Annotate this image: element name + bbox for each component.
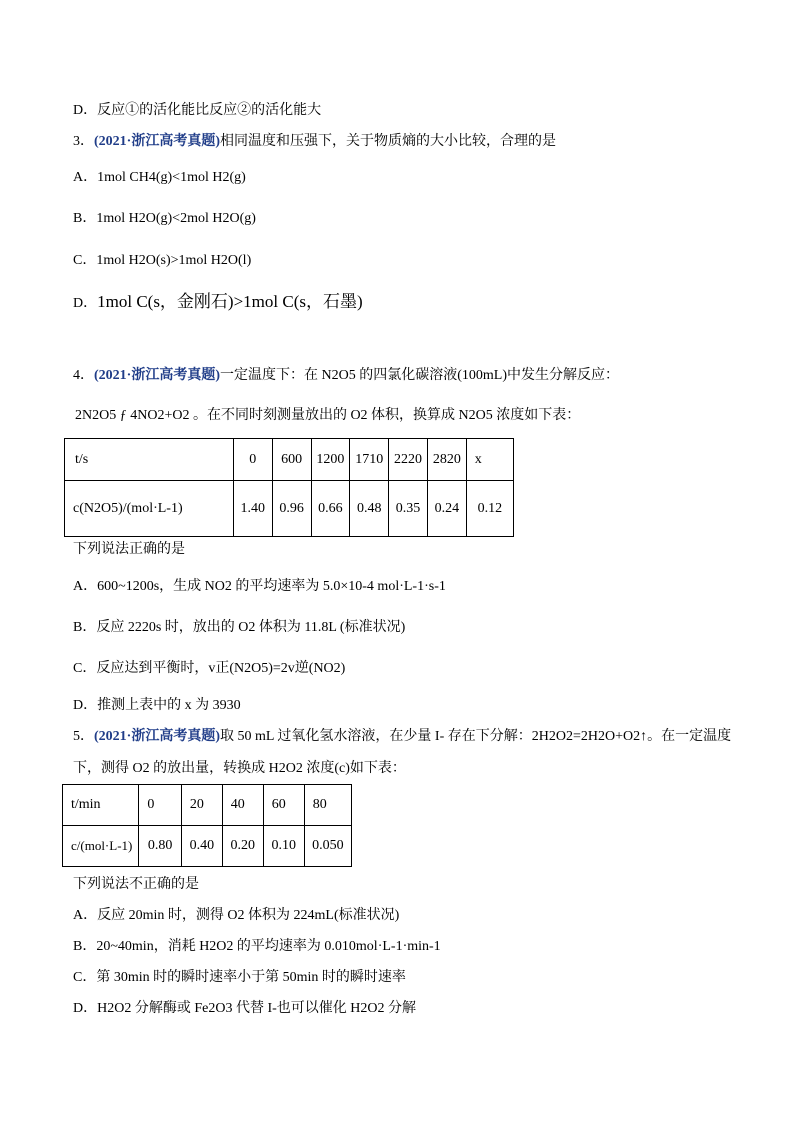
question-source: (2021·浙江高考真题): [94, 368, 220, 383]
option-text: 反应①的活化能比反应②的活化能大: [97, 103, 322, 118]
table-cell: 1200: [311, 439, 350, 481]
question-prompt: 下列说法正确的是: [73, 542, 185, 557]
q4-option-b: [73, 618, 405, 638]
table-cell: 2220: [389, 439, 428, 481]
option-text: 1mol H2O(g)<2mol H2O(g): [96, 211, 256, 226]
table-cell: 40: [222, 785, 263, 826]
option-text: 1mol H2O(s)>1mol H2O(l): [96, 253, 252, 268]
table-row: [63, 826, 352, 867]
q5-option-c: [73, 968, 406, 988]
table-row: [65, 439, 514, 481]
option-text: 反应 20min 时，测得 O2 体积为 224mL(标准状况): [97, 908, 400, 923]
table-cell: 80: [304, 785, 351, 826]
table-cell: 0.12: [466, 481, 513, 537]
table-cell: 20: [181, 785, 222, 826]
option-label: B．: [73, 211, 97, 226]
question-source: (2021·浙江高考真题): [94, 134, 220, 149]
option-label: B．: [73, 620, 97, 635]
q5-prompt: [73, 875, 199, 895]
table-cell: 0.10: [263, 826, 304, 867]
table-cell: 0: [139, 785, 181, 826]
table-cell: 0: [233, 439, 272, 481]
q4-equation: [75, 406, 580, 426]
q5-stem: [73, 727, 731, 747]
q3-stem: [73, 132, 556, 152]
option-label: C．: [73, 970, 97, 985]
question-number: 3．: [73, 134, 94, 149]
table-cell: 60: [263, 785, 304, 826]
table-cell: 0.80: [139, 826, 181, 867]
option-text: 20~40min，消耗 H2O2 的平均速率为 0.010mol·L-1·min-1: [96, 939, 441, 954]
q4-prompt: [73, 540, 185, 560]
question-text: 2N2O5 ƒ 4NO2+O2 。在不同时刻测量放出的 O2 体积，换算成 N2O5 浓度如下表：: [75, 408, 581, 423]
q4-data-table: [64, 438, 514, 537]
question-number: 4．: [73, 368, 94, 383]
option-text: 600~1200s，生成 NO2 的平均速率为 5.0×10-4 mol·L-1·s-1: [97, 579, 446, 594]
table-cell: 600: [272, 439, 311, 481]
question-text: 一定温度下：在 N2O5 的四氯化碳溶液(100mL)中发生分解反应：: [220, 368, 619, 383]
table-header-cell: c/(mol·L-1): [63, 826, 139, 867]
option-label: A．: [73, 579, 98, 594]
option-text: 第 30min 时的瞬时速率小于第 50min 时的瞬时速率: [96, 970, 406, 985]
option-text: 1mol C(s，金刚石)>1mol C(s，石墨): [97, 292, 363, 311]
q2-option-d: [73, 101, 321, 121]
question-number: 5．: [73, 729, 94, 744]
option-label: D．: [73, 103, 98, 118]
question-text: 相同温度和压强下，关于物质熵的大小比较，合理的是: [220, 134, 556, 149]
table-cell: 0.24: [427, 481, 466, 537]
option-label: A．: [73, 908, 98, 923]
option-text: 推测上表中的 x 为 3930: [97, 698, 241, 713]
question-text: 下，测得 O2 的放出量，转换成 H2O2 浓度(c)如下表：: [73, 761, 406, 776]
table-header-cell: c(N2O5)/(mol·L-1): [65, 481, 234, 537]
option-label: D．: [73, 698, 98, 713]
q3-option-b: [73, 209, 256, 229]
q4-stem: [73, 366, 619, 386]
q5-stem-continued: [73, 759, 406, 779]
option-label: D．: [73, 296, 98, 311]
q3-option-d: [73, 292, 363, 314]
table-header-cell: t/min: [63, 785, 139, 826]
table-cell: 0.40: [181, 826, 222, 867]
question-source: (2021·浙江高考真题): [94, 729, 220, 744]
option-text: 反应达到平衡时，v正(N2O5)=2v逆(NO2): [96, 661, 346, 676]
q4-option-c: [73, 659, 345, 679]
table-cell: 0.20: [222, 826, 263, 867]
option-text: 反应 2220s 时，放出的 O2 体积为 11.8L (标准状况): [96, 620, 406, 635]
option-label: C．: [73, 661, 97, 676]
table-cell: 0.96: [272, 481, 311, 537]
question-text: 取 50 mL 过氧化氢水溶液，在少量 I- 存在下分解：2H2O2=2H2O+O2↑。在一定温度: [220, 729, 732, 744]
q5-option-a: [73, 906, 399, 926]
option-label: B．: [73, 939, 97, 954]
table-row: [65, 481, 514, 537]
q3-option-c: [73, 251, 251, 271]
table-row: [63, 785, 352, 826]
table-cell: x: [466, 439, 513, 481]
table-cell: 1.40: [233, 481, 272, 537]
table-cell: 0.050: [304, 826, 351, 867]
q4-option-d: [73, 696, 241, 716]
q5-data-table: [62, 784, 352, 867]
q5-option-b: [73, 937, 441, 957]
q3-option-a: [73, 168, 246, 188]
option-label: A．: [73, 170, 98, 185]
table-cell: 2820: [427, 439, 466, 481]
q5-option-d: [73, 999, 416, 1019]
table-cell: 0.35: [389, 481, 428, 537]
option-text: H2O2 分解酶或 Fe2O3 代替 I-也可以催化 H2O2 分解: [97, 1001, 417, 1016]
option-text: 1mol CH4(g)<1mol H2(g): [97, 170, 246, 185]
table-cell: 0.48: [350, 481, 389, 537]
q4-option-a: [73, 577, 446, 597]
option-label: D．: [73, 1001, 98, 1016]
table-cell: 1710: [350, 439, 389, 481]
option-label: C．: [73, 253, 97, 268]
table-header-cell: t/s: [65, 439, 234, 481]
table-cell: 0.66: [311, 481, 350, 537]
question-prompt: 下列说法不正确的是: [73, 877, 199, 892]
